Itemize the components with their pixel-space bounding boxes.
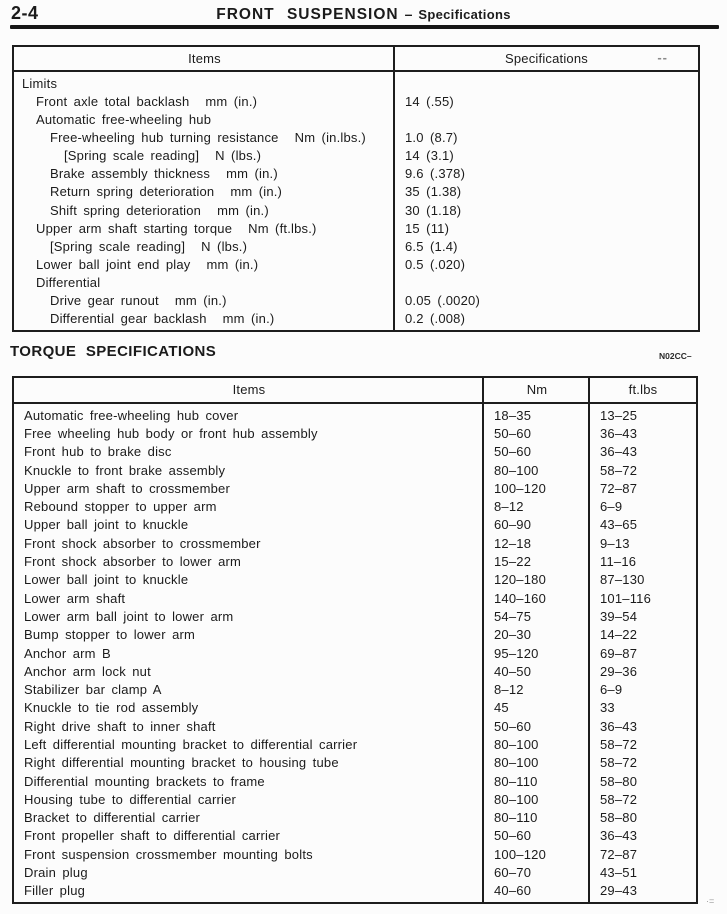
spec-item-cell [14,130,395,145]
torque-table-row [14,424,696,442]
page-number: 2-4 [11,3,39,23]
torque-column-divider-2 [588,378,590,902]
torque-item-cell: Free wheeling hub body or front hub assembly [24,425,318,441]
torque-nm-cell: 8–12 [494,682,524,698]
torque-ftlbs-cell: 36–43 [600,425,638,441]
spec-item-label: [Spring scale reading] [64,148,200,164]
torque-nm-cell: 60–70 [494,865,532,881]
torque-nm-cell: 15–22 [494,554,532,570]
spec-item-cell [14,293,395,308]
torque-item-cell: Front suspension crossmember mounting bolts [24,846,313,862]
torque-ftlbs-cell: 11–16 [600,554,637,570]
torque-nm-cell: 50–60 [494,828,532,844]
torque-item-cell: Front hub to brake disc [24,444,172,460]
scan-speck: ·= [706,896,715,906]
torque-ftlbs-cell: 13–25 [600,407,638,423]
torque-table-row [14,571,696,589]
spec-item-unit: mm (in.) [222,311,275,327]
torque-item-cell: Right drive shaft to inner shaft [24,718,216,734]
spec-table-row [14,74,698,92]
spec-table-row [14,165,698,183]
torque-table-row [14,534,696,552]
torque-nm-cell: 20–30 [494,627,532,643]
torque-ftlbs-cell: 14–22 [600,627,638,643]
torque-ftlbs-cell: 58–72 [600,736,638,752]
torque-table-body [14,404,696,900]
spec-table-row [14,274,698,292]
spec-item-label: Automatic free-wheeling hub [36,111,212,127]
torque-ftlbs-header: ft.lbs [628,382,658,397]
torque-item-cell: Anchor arm lock nut [24,663,151,679]
torque-item-cell: Front propeller shaft to differential carrier [24,828,281,844]
torque-table-row [14,809,696,827]
spec-table-row [14,219,698,237]
torque-ftlbs-cell: 72–87 [600,846,638,862]
spec-table-row [14,237,698,255]
spec-item-label: Lower ball joint end play [36,256,191,272]
torque-nm-cell: 100–120 [494,846,547,862]
spec-item-unit: Nm (in.lbs.) [294,129,366,145]
torque-table-row [14,461,696,479]
spec-item-label: Differential gear backlash [50,311,207,327]
torque-nm-cell: 60–90 [494,517,532,533]
torque-section-title: TORQUE SPECIFICATIONS [10,343,217,360]
spec-value-cell: 1.0 (8.7) [405,129,458,145]
torque-ftlbs-cell: 43–65 [600,517,638,533]
spec-item-label: Free-wheeling hub turning resistance [50,129,279,145]
torque-table-row [14,827,696,845]
spec-item-unit: Nm (ft.lbs.) [248,220,317,236]
torque-nm-cell: 80–100 [494,791,539,807]
torque-table-row [14,680,696,698]
torque-table-row [14,662,696,680]
section-code: N02CC– [659,351,692,361]
spec-value-cell: 15 (11) [405,220,450,236]
spec-item-label: Shift spring deterioration [50,202,202,218]
torque-ftlbs-cell: 9–13 [600,535,630,551]
spec-item-label: Return spring deterioration [50,184,215,200]
spec-item-label: Drive gear runout [50,293,159,309]
spec-table-row [14,183,698,201]
torque-nm-cell: 45 [494,700,509,716]
spec-item-cell [14,112,395,127]
spec-table-row [14,92,698,110]
spec-item-unit: N (lbs.) [201,238,248,254]
spec-item-unit: mm (in.) [217,202,269,218]
spec-table-row [14,147,698,165]
subsection-title: Specifications [418,7,511,22]
torque-ftlbs-cell: 36–43 [600,444,638,460]
header-rule [10,25,719,29]
torque-table-row [14,863,696,881]
spec-value-cell: 0.2 (.008) [405,311,466,327]
torque-ftlbs-cell: 33 [600,700,615,716]
torque-table-row [14,516,696,534]
spec-item-cell [14,257,395,272]
torque-ftlbs-cell: 29–36 [600,663,638,679]
spec-item-cell [14,239,395,254]
torque-table-row [14,717,696,735]
torque-ftlbs-cell: 58–72 [600,462,638,478]
torque-table-row [14,754,696,772]
spec-item-label: Brake assembly thickness [50,166,211,182]
torque-item-cell: Front shock absorber to lower arm [24,554,242,570]
torque-table-row [14,589,696,607]
torque-column-divider-1 [482,378,484,902]
torque-table-row [14,772,696,790]
torque-table-row [14,479,696,497]
torque-nm-cell: 95–120 [494,645,539,661]
spec-column-divider [393,47,395,330]
torque-table-row [14,406,696,424]
spec-item-unit: mm (in.) [226,166,278,182]
torque-items-header: Items [232,382,266,397]
torque-item-cell: Anchor arm B [24,645,111,661]
spec-table-row [14,128,698,146]
spec-item-cell [14,184,395,199]
spec-item-cell [14,311,395,326]
page-title [0,6,727,24]
torque-nm-cell: 40–60 [494,883,532,899]
torque-ftlbs-cell: 36–43 [600,718,638,734]
torque-nm-cell: 80–110 [494,810,538,826]
spec-item-cell [14,94,395,109]
torque-ftlbs-cell: 101–116 [600,590,652,606]
torque-item-cell: Knuckle to tie rod assembly [24,700,199,716]
torque-nm-cell: 54–75 [494,608,532,624]
torque-table-row [14,699,696,717]
torque-nm-cell: 8–12 [494,499,524,515]
torque-nm-cell: 12–18 [494,535,532,551]
torque-item-cell: Knuckle to front brake assembly [24,462,226,478]
spec-table-row [14,310,698,328]
torque-nm-cell: 100–120 [494,480,547,496]
torque-ftlbs-cell: 6–9 [600,682,623,698]
torque-nm-header: Nm [526,382,548,397]
torque-ftlbs-cell: 29–43 [600,883,638,899]
torque-table-row [14,790,696,808]
torque-item-cell: Differential mounting brackets to frame [24,773,265,789]
torque-table [12,376,698,904]
spec-table-body [14,72,698,328]
torque-item-cell: Front shock absorber to crossmember [24,535,261,551]
torque-ftlbs-cell: 69–87 [600,645,638,661]
torque-item-cell: Drain plug [24,865,88,881]
spec-value-cell: 35 (1.38) [405,184,462,200]
torque-ftlbs-cell: 58–72 [600,791,638,807]
spec-specifications-header [395,47,698,70]
spec-table-row [14,292,698,310]
spec-value-cell: 9.6 (.378) [405,166,466,182]
spec-item-cell [14,148,395,163]
scan-artifact: -- [657,50,668,65]
torque-table-row [14,552,696,570]
torque-item-cell: Automatic free-wheeling hub cover [24,407,239,423]
spec-table-row [14,110,698,128]
torque-item-cell: Stabilizer bar clamp A [24,682,162,698]
torque-nm-cell: 50–60 [494,718,532,734]
spec-item-cell [14,166,395,181]
torque-item-cell: Rebound stopper to upper arm [24,499,217,515]
spec-item-label: Upper arm shaft starting torque [36,220,233,236]
title-dash: – [404,6,413,22]
torque-nm-cell: 40–50 [494,663,532,679]
torque-item-cell: Lower arm shaft [24,590,126,606]
torque-ftlbs-cell: 43–51 [600,865,638,881]
torque-table-row [14,735,696,753]
spec-table-header-row [14,47,698,72]
torque-nm-cell: 80–100 [494,736,539,752]
torque-ftlbs-cell: 72–87 [600,480,638,496]
torque-ftlbs-cell: 58–80 [600,773,638,789]
torque-nm-cell: 50–60 [494,425,532,441]
torque-table-row [14,443,696,461]
spec-table-row [14,201,698,219]
torque-table-header-row [14,378,696,404]
torque-table-row [14,845,696,863]
spec-item-label: Differential [36,275,101,291]
torque-item-cell: Left differential mounting bracket to differential carrier [24,736,358,752]
torque-item-cell: Upper ball joint to knuckle [24,517,189,533]
spec-item-unit: mm (in.) [205,93,258,109]
torque-ftlbs-cell: 58–72 [600,755,638,771]
spec-item-cell [14,76,395,91]
torque-item-cell: Filler plug [24,883,86,899]
torque-nm-cell: 80–100 [494,755,539,771]
torque-nm-cell: 80–100 [494,462,539,478]
spec-item-label: Front axle total backlash [36,93,190,109]
section-title: FRONT SUSPENSION [216,6,399,23]
spec-specifications-header-label: Specifications [504,51,588,66]
torque-table-row [14,607,696,625]
torque-ftlbs-cell: 58–80 [600,810,638,826]
torque-item-cell: Right differential mounting bracket to housing tube [24,755,339,771]
torque-item-cell: Bracket to differential carrier [24,810,201,826]
torque-ftlbs-cell: 6–9 [600,499,623,515]
spec-item-unit: N (lbs.) [215,148,262,164]
spec-item-cell [14,221,395,236]
spec-item-unit: mm (in.) [174,293,227,309]
spec-value-cell: 6.5 (1.4) [405,238,458,254]
spec-item-cell [14,203,395,218]
spec-value-cell: 14 (.55) [405,93,454,109]
torque-nm-cell: 140–160 [494,590,547,606]
torque-item-cell: Upper arm shaft to crossmember [24,480,231,496]
torque-nm-cell: 80–110 [494,773,538,789]
torque-ftlbs-cell: 87–130 [600,572,645,588]
spec-value-cell: 30 (1.18) [405,202,462,218]
torque-nm-cell: 50–60 [494,444,532,460]
torque-table-row [14,626,696,644]
torque-table-row [14,497,696,515]
spec-items-header: Items [188,51,221,66]
spec-item-label: Limits [22,75,58,91]
torque-ftlbs-cell: 39–54 [600,608,638,624]
torque-table-row [14,882,696,900]
torque-item-cell: Lower ball joint to knuckle [24,572,189,588]
spec-value-cell: 0.5 (.020) [405,256,466,272]
torque-item-cell: Bump stopper to lower arm [24,627,196,643]
spec-item-cell [14,275,395,290]
spec-item-unit: mm (in.) [206,256,259,272]
torque-table-row [14,644,696,662]
torque-nm-cell: 120–180 [494,572,547,588]
torque-item-cell: Housing tube to differential carrier [24,791,237,807]
limits-spec-table [12,45,700,332]
spec-item-unit: mm (in.) [230,184,283,200]
spec-item-label: [Spring scale reading] [50,238,186,254]
spec-table-row [14,255,698,273]
torque-ftlbs-cell: 36–43 [600,828,638,844]
torque-item-cell: Lower arm ball joint to lower arm [24,608,234,624]
torque-nm-cell: 18–35 [494,407,532,423]
spec-value-cell: 0.05 (.0020) [405,293,481,309]
spec-value-cell: 14 (3.1) [405,148,454,164]
